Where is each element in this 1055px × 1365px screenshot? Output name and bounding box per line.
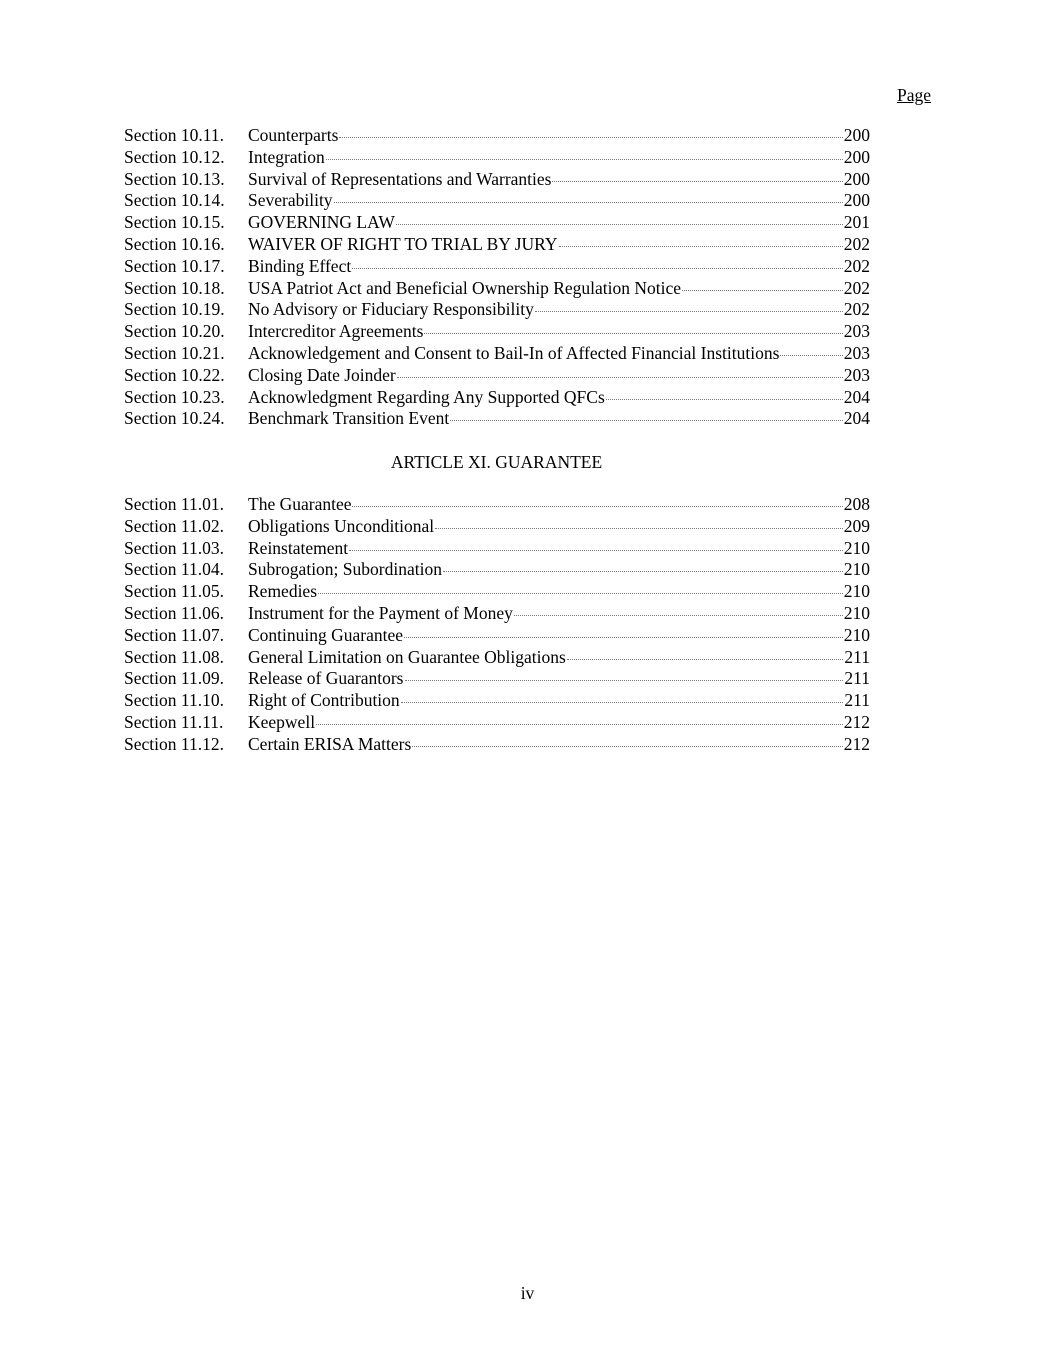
dot-leader: [396, 224, 843, 225]
dot-leader: [401, 702, 844, 703]
section-number: Section 11.01.: [124, 494, 224, 514]
section-title: Severability: [248, 190, 333, 211]
section-title: The Guarantee: [248, 494, 352, 514]
toc-entry[interactable]: [124, 734, 870, 756]
section-number: Section 10.13.: [124, 168, 225, 189]
section-title: General Limitation on Guarantee Obligations: [248, 646, 566, 667]
section-title: Benchmark Transition Event: [248, 408, 450, 429]
section-title: USA Patriot Act and Beneficial Ownership Regulation Notice: [248, 277, 682, 298]
page-number: 204: [843, 408, 870, 429]
toc-entry[interactable]: [124, 343, 870, 365]
toc-entry[interactable]: [124, 647, 870, 669]
section-number: Section 10.12.: [124, 146, 225, 167]
dot-leader: [349, 550, 843, 551]
section-number: Section 10.22.: [124, 364, 225, 385]
page-number: 200: [843, 125, 870, 145]
page-number: 202: [843, 233, 870, 254]
toc-entry[interactable]: [124, 147, 870, 169]
section-title: Obligations Unconditional: [248, 515, 435, 536]
dot-leader: [352, 506, 842, 507]
section-number: Section 10.19.: [124, 299, 225, 320]
toc-entry[interactable]: [124, 581, 870, 603]
section-title: Subrogation; Subordination: [248, 559, 442, 580]
page-number: 203: [843, 364, 870, 385]
dot-leader: [405, 680, 844, 681]
toc-entry[interactable]: [124, 668, 870, 690]
section-title: Counterparts: [248, 125, 339, 145]
section-title: Instrument for the Payment of Money: [248, 602, 513, 623]
page-number: 200: [843, 146, 870, 167]
article-heading: ARTICLE XI. GUARANTEE: [390, 452, 603, 472]
toc-entry[interactable]: [124, 494, 870, 516]
footer-page-number: iv: [520, 1283, 535, 1303]
section-number: Section 11.05.: [124, 581, 224, 602]
toc-entry[interactable]: [124, 169, 870, 191]
dot-leader: [352, 268, 843, 269]
section-title: Integration: [248, 146, 325, 167]
toc-entry[interactable]: [124, 516, 870, 538]
dot-leader: [559, 246, 843, 247]
dot-leader: [682, 290, 843, 291]
section-title: Acknowledgement and Consent to Bail-In of Affected Financial Institutions: [248, 342, 780, 363]
page-number: 204: [843, 386, 870, 407]
section-number: Section 10.23.: [124, 386, 225, 407]
page-number: 209: [843, 515, 870, 536]
section-number: Section 11.07.: [124, 624, 224, 645]
dot-leader: [318, 593, 843, 594]
dot-leader: [780, 355, 842, 356]
toc-entry[interactable]: [124, 212, 870, 234]
section-title: Binding Effect: [248, 255, 352, 276]
page-number: 211: [844, 690, 870, 711]
section-title: Right of Contribution: [248, 690, 400, 711]
page-number: 200: [843, 168, 870, 189]
section-number: Section 11.08.: [124, 646, 224, 667]
section-title: GOVERNING LAW: [248, 212, 395, 233]
page-number: 203: [843, 321, 870, 342]
section-title: Certain ERISA Matters: [248, 733, 412, 754]
section-number: Section 11.03.: [124, 537, 224, 558]
dot-leader: [552, 181, 842, 182]
page-number: 212: [843, 733, 870, 754]
dot-leader: [412, 746, 842, 747]
dot-leader: [443, 571, 843, 572]
toc-entry[interactable]: [124, 190, 870, 212]
section-number: Section 10.21.: [124, 342, 225, 363]
page-number: 210: [843, 559, 870, 580]
dot-leader: [397, 377, 843, 378]
section-number: Section 10.24.: [124, 408, 225, 429]
section-title: Acknowledgment Regarding Any Supported QFCs: [248, 386, 605, 407]
section-number: Section 11.12.: [124, 733, 224, 754]
dot-leader: [326, 159, 843, 160]
section-title: Survival of Representations and Warranties: [248, 168, 552, 189]
section-number: Section 11.06.: [124, 602, 224, 623]
section-number: Section 10.17.: [124, 255, 225, 276]
toc-entry[interactable]: [124, 408, 870, 430]
toc-entry[interactable]: [124, 278, 870, 300]
dot-leader: [339, 137, 842, 138]
page-number: 211: [844, 646, 870, 667]
toc-entry[interactable]: [124, 387, 870, 409]
section-title: Reinstatement: [248, 537, 349, 558]
section-number: Section 11.04.: [124, 559, 224, 580]
section-number: Section 10.15.: [124, 212, 225, 233]
section-title: No Advisory or Fiduciary Responsibility: [248, 299, 534, 320]
section-number: Section 10.18.: [124, 277, 225, 298]
dot-leader: [606, 399, 843, 400]
page-number: 202: [843, 299, 870, 320]
section-title: Remedies: [248, 581, 318, 602]
dot-leader: [404, 637, 843, 638]
page-number: 203: [843, 342, 870, 363]
toc-entry[interactable]: [124, 365, 870, 387]
toc-entry[interactable]: [124, 625, 870, 647]
toc-group-article-xi: [124, 494, 870, 756]
section-number: Section 11.11.: [124, 711, 224, 732]
page-number: 202: [843, 255, 870, 276]
section-title: Release of Guarantors: [248, 668, 404, 689]
section-number: Section 11.09.: [124, 668, 224, 689]
section-number: Section 11.02.: [124, 515, 224, 536]
dot-leader: [567, 659, 844, 660]
toc-group-article-x: [124, 125, 870, 430]
page-column-header: Page: [896, 85, 931, 105]
dot-leader: [535, 311, 843, 312]
page-number: 200: [843, 190, 870, 211]
toc-entry[interactable]: [124, 690, 870, 712]
dot-leader: [424, 333, 842, 334]
section-title: Intercreditor Agreements: [248, 321, 424, 342]
section-title: Continuing Guarantee: [248, 624, 404, 645]
section-number: Section 10.11.: [124, 125, 224, 145]
page-number: 210: [843, 624, 870, 645]
toc-entry[interactable]: [124, 256, 870, 278]
section-title: Keepwell: [248, 711, 316, 732]
page-number: 210: [843, 602, 870, 623]
toc-entry[interactable]: [124, 538, 870, 560]
page-number: 208: [843, 494, 870, 514]
dot-leader: [450, 420, 843, 421]
toc-entry[interactable]: [124, 559, 870, 581]
section-title: WAIVER OF RIGHT TO TRIAL BY JURY: [248, 233, 558, 254]
page-number: 202: [843, 277, 870, 298]
page-number: 210: [843, 581, 870, 602]
toc-entry[interactable]: [124, 234, 870, 256]
page-number: 210: [843, 537, 870, 558]
section-number: Section 10.14.: [124, 190, 225, 211]
dot-leader: [334, 202, 843, 203]
section-number: Section 10.16.: [124, 233, 225, 254]
section-number: Section 10.20.: [124, 321, 225, 342]
section-title: Closing Date Joinder: [248, 364, 396, 385]
page-number: 211: [844, 668, 870, 689]
toc-entry[interactable]: [124, 712, 870, 734]
toc-entry[interactable]: [124, 299, 870, 321]
page-number: 212: [843, 711, 870, 732]
toc-entry[interactable]: [124, 603, 870, 625]
page-number: 201: [843, 212, 870, 233]
dot-leader: [435, 528, 843, 529]
dot-leader: [514, 615, 843, 616]
toc-entry[interactable]: [124, 321, 870, 343]
toc-entry[interactable]: [124, 125, 870, 147]
dot-leader: [316, 724, 843, 725]
section-number: Section 11.10.: [124, 690, 224, 711]
